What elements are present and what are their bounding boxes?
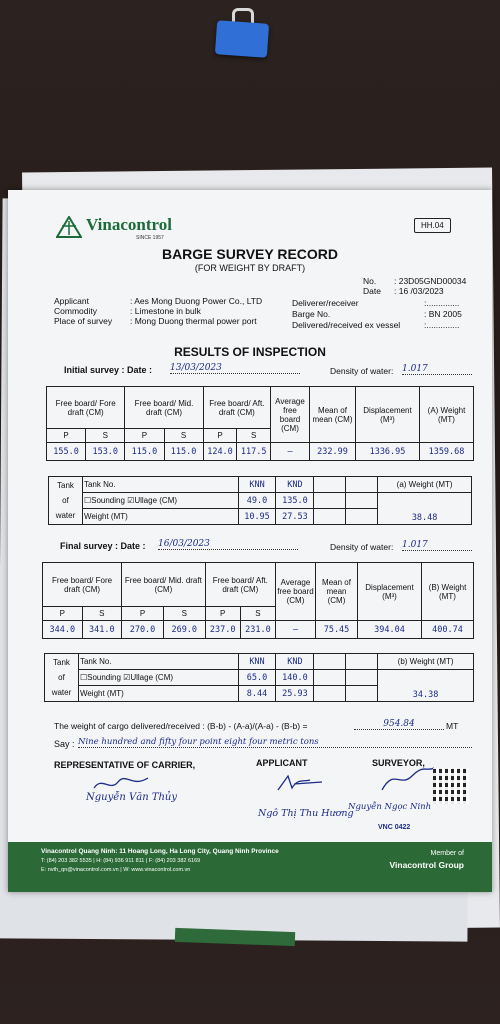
footer-company: Vinacontrol Quang Ninh: 11 Hoang Long, Ha Long City, Quang Ninh Province (41, 848, 279, 855)
final-header-average: Average free board (CM) (276, 563, 316, 621)
carrier-signature-icon (92, 774, 152, 794)
final-header-displacement: Displacement (M³) (358, 563, 422, 621)
logo-since: SINCE 1957 (136, 235, 164, 241)
final-survey-label: Final survey : Date : (60, 541, 146, 551)
initial-draft-table (46, 386, 474, 461)
water-weight-value: 34.38 (378, 670, 474, 702)
ps-label: S (86, 429, 125, 443)
tank-weight: 8.44 (238, 686, 276, 702)
initial-header-average: Average free board (CM) (271, 387, 310, 443)
delivered-label: Delivered/received ex vessel (292, 320, 401, 330)
final-value: 270.0 (122, 621, 164, 639)
company-logo-text: Vinacontrol (86, 215, 172, 234)
sounding-checkbox: ☐Sounding (83, 496, 125, 505)
document-title: BARGE SURVEY RECORD (161, 246, 339, 262)
carrier-label: REPRESENTATIVE OF CARRIER, (54, 760, 196, 770)
final-density-label: Density of water: (330, 542, 394, 552)
initial-value: 115.0 (164, 443, 203, 461)
ps-label: S (237, 429, 271, 443)
final-value: 269.0 (163, 621, 205, 639)
initial-value: 153.0 (86, 443, 125, 461)
ps-label: S (82, 607, 122, 621)
final-value: 341.0 (82, 621, 122, 639)
survey-record-sheet (8, 190, 492, 892)
surveyor-name: Nguyễn Ngọc Ninh (348, 802, 432, 812)
footer-phones: T: (84) 203 382 5535 | H: (84) 936 911 811 | F: (84) 203 382 6169 (41, 858, 201, 864)
footer-band (8, 842, 492, 892)
final-value: 344.0 (43, 621, 83, 639)
final-header-mid: Free board/ Mid. draft (CM) (122, 563, 206, 607)
cargo-formula: The weight of cargo delivered/received : (B-b) - (A-a)/(A-a) - (B-b) = (54, 721, 308, 731)
barge-label: Barge No. (292, 309, 331, 319)
binder-clip (212, 8, 272, 60)
delivered-value: :.............. (424, 320, 460, 330)
qr-code-overlay (433, 768, 469, 804)
ps-label: P (203, 429, 237, 443)
barge-value: : BN 2005 (424, 309, 462, 319)
final-survey-date: 16/03/2023 (158, 539, 298, 550)
final-density-value: 1.017 (402, 540, 472, 551)
final-header-mean: Mean of mean (CM) (316, 563, 358, 621)
form-code: HH.04 (414, 218, 451, 233)
final-header-fore: Free board/ Fore draft (CM) (43, 563, 122, 607)
scale-logo-icon (56, 216, 82, 238)
ullage-value: 65.0 (238, 670, 276, 686)
ps-label: P (122, 607, 164, 621)
commodity-value: : Limestone in bulk (130, 306, 201, 316)
no-value: : 23D05GND00034 (394, 276, 467, 286)
applicant-signature-icon (274, 772, 334, 794)
of-label: of (58, 673, 65, 682)
footer-email: E: nvth_qn@vinacontrol.com.vn | W: www.vinacontrol.com.vn (41, 867, 191, 873)
water-label: water (55, 511, 76, 520)
results-heading: RESULTS OF INSPECTION (174, 345, 326, 359)
ullage-value: 135.0 (276, 493, 314, 509)
tank-label: Tank (53, 658, 70, 667)
document-subtitle: (FOR WEIGHT BY DRAFT) (194, 263, 306, 273)
ullage-checkbox: ☑Ullage (CM) (123, 673, 174, 682)
final-header-weight: (B) Weight (MT) (422, 563, 474, 621)
final-value: – (276, 621, 316, 639)
surveyor-label: SURVEYOR, (372, 758, 425, 768)
surveyor-signature-icon (378, 766, 438, 794)
initial-value: 232.99 (310, 443, 356, 461)
initial-value: 124.0 (203, 443, 237, 461)
initial-header-weight: (A) Weight (MT) (420, 387, 474, 443)
ps-label: P (125, 429, 164, 443)
final-value: 231.0 (240, 621, 275, 639)
water-weight-label: (b) Weight (MT) (378, 654, 474, 670)
ps-label: S (163, 607, 205, 621)
date-label: Date (363, 286, 381, 296)
ps-label: P (43, 607, 83, 621)
tank-name: KND (276, 654, 314, 670)
initial-density-label: Density of water: (330, 366, 394, 376)
place-label: Place of survey (54, 316, 113, 326)
final-value: 75.45 (316, 621, 358, 639)
water-weight-label: (a) Weight (MT) (378, 477, 472, 493)
tank-no-label: Tank No. (82, 477, 238, 493)
ullage-value: 140.0 (276, 670, 314, 686)
weight-label: Weight (MT) (78, 686, 238, 702)
deliverer-value: :.............. (424, 298, 460, 308)
initial-survey-date: 13/03/2023 (170, 363, 300, 374)
say-value: Nine hundred and fifty four point eight four metric tons (78, 737, 472, 748)
no-label: No. (363, 276, 377, 286)
cargo-unit: MT (446, 721, 459, 731)
place-value: : Mong Duong thermal power port (130, 316, 257, 326)
initial-header-aft: Free board/ Aft. draft (CM) (203, 387, 270, 429)
tank-weight: 10.95 (238, 509, 276, 525)
ullage-checkbox: ☑Ullage (CM) (127, 496, 178, 505)
ps-label: P (205, 607, 240, 621)
initial-value: 115.0 (125, 443, 164, 461)
surveyor-stamp: VNC 0422 (378, 824, 411, 831)
initial-survey-label: Initial survey : Date : (64, 365, 153, 375)
tank-name: KNN (238, 654, 276, 670)
tank-label: Tank (57, 481, 74, 490)
ps-label: S (164, 429, 203, 443)
deliverer-label: Deliverer/receiver (292, 298, 359, 308)
initial-header-fore: Free board/ Fore draft (CM) (47, 387, 125, 429)
initial-value: 117.5 (237, 443, 271, 461)
water-weight-value: 38.48 (378, 493, 472, 525)
applicant-name: Ngô Thị Thu Hương (258, 808, 354, 819)
initial-header-mean: Mean of mean (CM) (310, 387, 356, 443)
tank-name: KND (276, 477, 314, 493)
tank-weight: 25.93 (276, 686, 314, 702)
weight-label: Weight (MT) (82, 509, 238, 525)
say-label: Say : (54, 739, 75, 749)
tank-no-label: Tank No. (78, 654, 238, 670)
final-value: 394.04 (358, 621, 422, 639)
water-label: water (51, 688, 72, 697)
initial-value: 155.0 (47, 443, 86, 461)
final-value: 400.74 (422, 621, 474, 639)
final-draft-table (42, 562, 474, 639)
commodity-label: Commodity (54, 306, 97, 316)
initial-header-displacement: Displacement (M³) (356, 387, 420, 443)
of-label: of (62, 496, 69, 505)
footer-member-label: Member of (430, 850, 464, 857)
ps-label: P (47, 429, 86, 443)
date-value: : 16 /03/2023 (394, 286, 444, 296)
final-header-aft: Free board/ Aft. draft (CM) (205, 563, 275, 607)
initial-header-mid: Free board/ Mid. draft (CM) (125, 387, 203, 429)
final-value: 237.0 (205, 621, 240, 639)
footer-group: Vinacontrol Group (389, 860, 464, 870)
ullage-value: 49.0 (238, 493, 276, 509)
initial-value: – (271, 443, 310, 461)
sounding-checkbox: ☐Sounding (79, 673, 121, 682)
tank-weight: 27.53 (276, 509, 314, 525)
cargo-weight-value: 954.84 (354, 719, 444, 730)
initial-water-table (48, 476, 472, 525)
applicant-sign-label: APPLICANT (256, 758, 308, 768)
final-water-table (44, 653, 474, 702)
applicant-value: : Aes Mong Duong Power Co., LTD (130, 296, 263, 306)
carrier-name: Nguyễn Văn Thủy (86, 792, 178, 803)
ps-label: S (240, 607, 275, 621)
initial-density-value: 1.017 (402, 364, 472, 375)
tank-name: KNN (238, 477, 276, 493)
initial-value: 1359.68 (420, 443, 474, 461)
applicant-label: Applicant (54, 296, 89, 306)
initial-value: 1336.95 (356, 443, 420, 461)
